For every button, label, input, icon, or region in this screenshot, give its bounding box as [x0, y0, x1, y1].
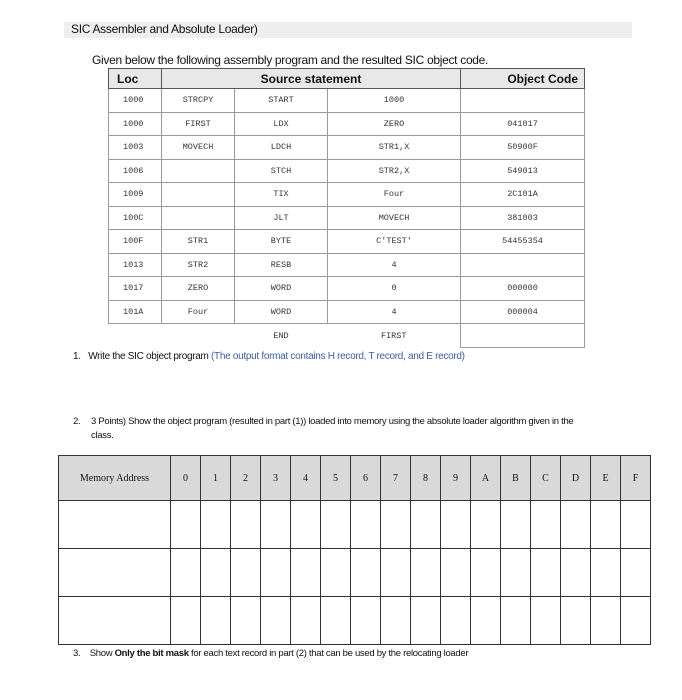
- memory-cell: [561, 597, 591, 645]
- cell-operand: 4: [328, 300, 461, 324]
- memory-cell: [231, 549, 261, 597]
- cell-obj: 2C101A: [461, 183, 585, 207]
- memory-cell: [591, 597, 621, 645]
- memory-cell: [171, 597, 201, 645]
- memory-cell: [261, 549, 291, 597]
- memory-cell: [471, 501, 501, 549]
- assembly-table-body: [109, 89, 585, 348]
- cell-obj: 041017: [461, 112, 585, 136]
- cell-loc: 1000: [109, 112, 162, 136]
- memory-cell: [591, 549, 621, 597]
- question-2-line2: class.: [91, 430, 114, 441]
- memory-row: [59, 501, 651, 549]
- cell-obj: 381003: [461, 206, 585, 230]
- memory-col-header: D: [561, 456, 591, 501]
- memory-col-header: 1: [201, 456, 231, 501]
- cell-operand: 0: [328, 277, 461, 301]
- memory-cell: [321, 501, 351, 549]
- memory-cell: [59, 597, 171, 645]
- memory-col-header: 9: [441, 456, 471, 501]
- question-1-number: 1.: [73, 351, 81, 362]
- cell-op: LDCH: [235, 136, 328, 160]
- cell-op: WORD: [235, 277, 328, 301]
- cell-loc: 1017: [109, 277, 162, 301]
- cell-operand: STR2,X: [328, 159, 461, 183]
- memory-cell: [351, 501, 381, 549]
- memory-cell: [261, 597, 291, 645]
- assembly-end-row: [109, 324, 585, 348]
- memory-cell: [201, 549, 231, 597]
- memory-cell: [381, 549, 411, 597]
- cell-obj: [461, 253, 585, 277]
- question-2: [73, 415, 633, 443]
- question-2-number: 2.: [73, 416, 81, 427]
- assembly-row: [109, 89, 585, 113]
- memory-cell: [531, 549, 561, 597]
- cell-operand: STR1,X: [328, 136, 461, 160]
- memory-cell: [351, 549, 381, 597]
- memory-row: [59, 549, 651, 597]
- assembly-row: [109, 136, 585, 160]
- cell-label: STR2: [162, 253, 235, 277]
- cell-obj: 000000: [461, 277, 585, 301]
- question-2-line1: 3 Points) Show the object program (resulted in part (1)) loaded into memory using the absolute loader algorithm given in the: [91, 416, 574, 427]
- cell-loc: 1009: [109, 183, 162, 207]
- cell-label: MOVECH: [162, 136, 235, 160]
- cell-operand: MOVECH: [328, 206, 461, 230]
- cell-obj: 000004: [461, 300, 585, 324]
- memory-cell: [411, 501, 441, 549]
- question-3-pre: Show: [89, 648, 115, 659]
- memory-col-header: E: [591, 456, 621, 501]
- memory-cell: [501, 597, 531, 645]
- cell-obj: [461, 89, 585, 113]
- assembly-row: [109, 277, 585, 301]
- question-3-bold: Only the bit mask: [114, 648, 189, 659]
- memory-cell: [621, 549, 651, 597]
- cell-op: LDX: [235, 112, 328, 136]
- cell-obj: 549013: [461, 159, 585, 183]
- cell-op: START: [235, 89, 328, 113]
- memory-cell: [441, 501, 471, 549]
- memory-cell: [531, 501, 561, 549]
- memory-cell: [59, 501, 171, 549]
- memory-cell: [291, 549, 321, 597]
- cell-op: JLT: [235, 206, 328, 230]
- assembly-table-header: [109, 69, 585, 89]
- memory-cell: [501, 549, 531, 597]
- memory-cell: [321, 597, 351, 645]
- question-1: [73, 351, 465, 362]
- memory-col-header: 3: [261, 456, 291, 501]
- cell-operand: Four: [328, 183, 461, 207]
- memory-table-header: [59, 456, 651, 501]
- cell-label: FIRST: [162, 112, 235, 136]
- question-1-text: Write the SIC object program: [88, 351, 209, 362]
- memory-cell: [321, 549, 351, 597]
- cell-label: Four: [162, 300, 235, 324]
- memory-cell: [561, 501, 591, 549]
- cell-loc: 1000: [109, 89, 162, 113]
- memory-cell: [381, 597, 411, 645]
- memory-cell: [291, 501, 321, 549]
- cell-operand: 4: [328, 253, 461, 277]
- memory-col-header: 6: [351, 456, 381, 501]
- memory-cell: [471, 549, 501, 597]
- cell-label: [162, 206, 235, 230]
- memory-cell: [261, 501, 291, 549]
- assembly-row: [109, 206, 585, 230]
- memory-col-header: A: [471, 456, 501, 501]
- assembly-row: [109, 183, 585, 207]
- memory-cell: [291, 597, 321, 645]
- cell-obj: 50900F: [461, 136, 585, 160]
- memory-col-header: 2: [231, 456, 261, 501]
- assembly-row: [109, 253, 585, 277]
- cell-label: [162, 183, 235, 207]
- cell-loc: 1006: [109, 159, 162, 183]
- memory-col-header: B: [501, 456, 531, 501]
- memory-cell: [231, 501, 261, 549]
- cell-op: WORD: [235, 300, 328, 324]
- cell-loc: 100C: [109, 206, 162, 230]
- assembly-row: [109, 112, 585, 136]
- memory-col-header: C: [531, 456, 561, 501]
- cell-loc: 1013: [109, 253, 162, 277]
- cell-operand: 1000: [328, 89, 461, 113]
- cell-op: TIX: [235, 183, 328, 207]
- memory-cell: [171, 501, 201, 549]
- cell-obj: 54455354: [461, 230, 585, 254]
- memory-cell: [501, 501, 531, 549]
- memory-cell: [471, 597, 501, 645]
- question-3-post: for each text record in part (2) that can be used by the relocating loader: [188, 648, 469, 659]
- question-3-number: 3.: [73, 648, 81, 659]
- cell-loc: 101A: [109, 300, 162, 324]
- memory-cell: [621, 501, 651, 549]
- memory-cell: [231, 597, 261, 645]
- memory-cell: [381, 501, 411, 549]
- memory-cell: [411, 597, 441, 645]
- cell-loc: 100F: [109, 230, 162, 254]
- memory-cell: [201, 597, 231, 645]
- memory-cell: [561, 549, 591, 597]
- cell-label: ZERO: [162, 277, 235, 301]
- memory-cell: [441, 597, 471, 645]
- assembly-row: [109, 230, 585, 254]
- cell-label: [162, 324, 235, 348]
- header-source-statement: Source statement: [162, 69, 461, 89]
- intro-text: Given below the following assembly program and the resulted SIC object code.: [92, 53, 489, 67]
- memory-cell: [201, 501, 231, 549]
- memory-row: [59, 597, 651, 645]
- memory-cell: [531, 597, 561, 645]
- memory-table-body: [59, 501, 651, 645]
- cell-op: END: [273, 330, 289, 341]
- cell-loc: 1003: [109, 136, 162, 160]
- memory-cell: [621, 597, 651, 645]
- page-title: SIC Assembler and Absolute Loader): [71, 22, 258, 36]
- question-3: [73, 648, 468, 659]
- memory-cell: [591, 501, 621, 549]
- cell-label: [162, 159, 235, 183]
- header-loc: Loc: [109, 69, 162, 89]
- memory-col-header: 7: [381, 456, 411, 501]
- cell-op: BYTE: [235, 230, 328, 254]
- memory-col-header: 5: [321, 456, 351, 501]
- cell-op: STCH: [235, 159, 328, 183]
- cell-obj: [461, 324, 585, 348]
- memory-cell: [59, 549, 171, 597]
- cell-operand: C'TEST': [328, 230, 461, 254]
- memory-col-header: F: [621, 456, 651, 501]
- question-1-note: (The output format contains H record, T record, and E record): [211, 351, 465, 362]
- cell-label: STR1: [162, 230, 235, 254]
- assembly-row: [109, 300, 585, 324]
- memory-col-header: 8: [411, 456, 441, 501]
- assembly-row: [109, 159, 585, 183]
- cell-label: STRCPY: [162, 89, 235, 113]
- cell-operand: FIRST: [380, 330, 407, 341]
- memory-address-header: Memory Address: [59, 456, 171, 501]
- memory-cell: [351, 597, 381, 645]
- memory-cell: [411, 549, 441, 597]
- cell-op: RESB: [235, 253, 328, 277]
- cell-loc: [109, 324, 162, 348]
- memory-col-header: 4: [291, 456, 321, 501]
- cell-operand: ZERO: [328, 112, 461, 136]
- memory-col-header: 0: [171, 456, 201, 501]
- header-object-code: Object Code: [461, 69, 585, 89]
- memory-cell: [441, 549, 471, 597]
- memory-cell: [171, 549, 201, 597]
- assembly-table: [108, 68, 585, 348]
- memory-table: [58, 455, 651, 645]
